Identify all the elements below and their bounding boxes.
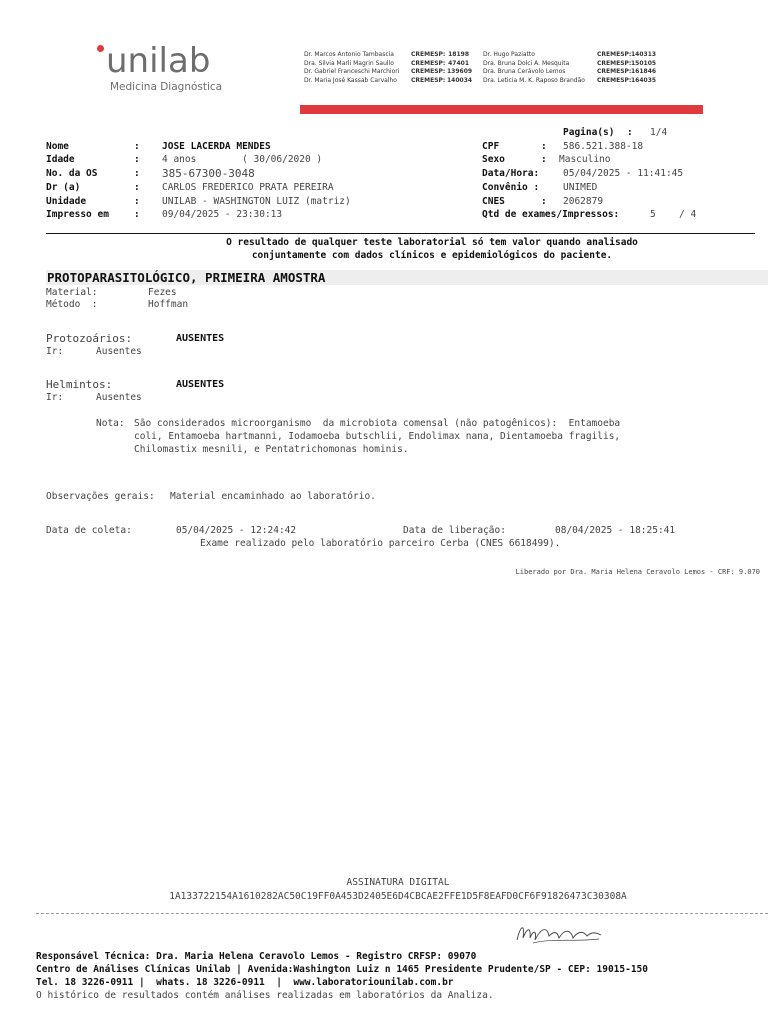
doctor-num: 18198: [448, 51, 469, 58]
nota-line2: coli, Entamoeba hartmanni, Iodamoeba butschlii, Endolimax nana, Dientamoeba fragilis,: [134, 431, 621, 442]
doctor-num: 164035: [631, 76, 657, 84]
doctors-right-regs: [597, 51, 631, 85]
doctor-num: 140034: [447, 76, 473, 84]
printed-at: 09/04/2025 - 23:30:13: [162, 209, 283, 220]
brand-subtitle: Medicina Diagnóstica: [110, 81, 223, 93]
coleta-label: Data de coleta:: [46, 525, 132, 536]
liberacao-value: 08/04/2025 - 18:25:41: [555, 525, 676, 536]
qtd-impressos-value: / 4: [679, 209, 697, 220]
colon: :: [134, 209, 140, 220]
protozoarios-result: AUSENTES: [176, 333, 225, 344]
doctor-reg: CREMESP:: [597, 59, 632, 67]
brand-logo: unilab: [106, 41, 211, 81]
disclaimer-line1: O resultado de qualquer teste laboratorial só tem valor quando analisado: [226, 237, 638, 248]
footer-contact: Tel. 18 3226-0911 | whats. 18 3226-0911 | www.laboratoriounilab.com.br: [36, 977, 454, 988]
doctors-left-names: [304, 51, 399, 85]
colon: :: [134, 168, 140, 179]
header-accent-bar: [300, 105, 703, 114]
handwritten-signature: [513, 918, 605, 948]
liberado-por: Liberado por Dra. Maria Helena Ceravolo Lemos - CRF: 9.070: [515, 568, 760, 576]
footer-responsavel: Responsável Técnica: Dra. Maria Helena Ceravolo Lemos - Registro CRFSP: 09070: [36, 951, 477, 962]
doctor-name: Dr. Marcos Antonio Tambascia: [304, 51, 394, 58]
doctor-reg: CREMESP:: [597, 51, 632, 58]
nota-label: Nota:: [96, 418, 125, 429]
metodo-label: Método :: [46, 299, 98, 310]
data-hora-value: 05/04/2025 - 11:41:45: [563, 168, 684, 179]
doctor-num: 161846: [631, 68, 657, 75]
colon: :: [541, 196, 547, 207]
doctor-num: 139609: [447, 68, 473, 75]
colon: :: [134, 141, 140, 152]
doctor-reg: CREMESP:: [411, 51, 446, 58]
material-value: Fezes: [148, 287, 177, 298]
doctor-num: 150105: [631, 59, 657, 67]
label-unidade: Unidade: [46, 196, 87, 207]
liberacao-label: Data de liberação:: [403, 525, 506, 536]
footer-address: Centro de Análises Clínicas Unilab | Avenida:Washington Luiz n 1465 Presidente Prudente/SP - CEP: 19015-150: [36, 964, 648, 975]
protozoarios-ir-label: Ir:: [46, 346, 64, 357]
doctor-reg: CREMESP:: [597, 68, 632, 75]
metodo-value: Hoffman: [148, 299, 189, 310]
protozoarios-label: Protozoários:: [46, 332, 133, 345]
doctor-requesting: CARLOS FREDERICO PRATA PEREIRA: [162, 182, 334, 193]
label-qtd-exames: Qtd de exames/Impressos:: [482, 209, 620, 220]
doctor-reg: CREMESP:: [411, 68, 446, 75]
label-dr: Dr (a): [46, 182, 81, 193]
observacoes-value: Material encaminhado ao laboratório.: [170, 491, 376, 502]
label-data-hora: Data/Hora:: [482, 168, 540, 179]
colon: :: [541, 154, 547, 165]
cpf-value: 586.521.388-18: [563, 141, 644, 152]
doctor-reg: CREMESP:: [411, 59, 446, 67]
order-number: 385-67300-3048: [162, 167, 255, 180]
doctor-reg: CREMESP:: [411, 76, 446, 84]
label-cnes: CNES: [482, 196, 505, 207]
nota-line3: Chilomastix mesnili, e Pentatrichomonas hominis.: [134, 444, 409, 455]
exam-title: PROTOPARASITOLÓGICO, PRIMEIRA AMOSTRA: [47, 270, 326, 285]
helmintos-result: AUSENTES: [176, 379, 225, 390]
label-idade: Idade: [46, 154, 75, 165]
colon: :: [541, 141, 547, 152]
label-impresso: Impresso em: [46, 209, 109, 220]
doctor-name: Dra. Bruna Cerávolo Lemos: [483, 68, 566, 75]
doctor-name: Dra. Bruna Dolci A. Mesquita: [483, 59, 570, 67]
divider: [46, 233, 755, 234]
page-indicator-value: 1/4: [650, 127, 668, 138]
label-cpf: CPF: [482, 141, 500, 152]
observacoes-label: Observações gerais:: [46, 491, 155, 502]
patient-name: JOSE LACERDA MENDES: [162, 141, 271, 152]
footer-divider: [36, 913, 768, 914]
disclaimer-line2: conjuntamente com dados clínicos e epidemiológicos do paciente.: [251, 250, 613, 261]
signature-hash: 1A133722154A1610282AC50C19FF0A453D2405E6D4CBCAE2FFE1D5F8EAFD0CF6F91826473C30308A: [169, 891, 627, 902]
doctor-num: 47401: [448, 59, 469, 67]
doctors-right-nums: [631, 51, 656, 85]
label-convenio: Convênio :: [482, 182, 540, 193]
doctors-right-names: [483, 51, 585, 85]
sexo-value: Masculino: [559, 154, 611, 165]
signature-title: ASSINATURA DIGITAL: [346, 877, 450, 888]
coleta-value: 05/04/2025 - 12:24:42: [176, 525, 297, 536]
helmintos-ir-label: Ir:: [46, 392, 64, 403]
doctors-left-regs: [411, 51, 445, 85]
cnes-value: 2062879: [563, 196, 604, 207]
convenio-value: UNIMED: [563, 182, 598, 193]
helmintos-ir-value: Ausentes: [96, 392, 142, 403]
label-os: No. da OS: [46, 168, 98, 179]
label-nome: Nome: [46, 141, 69, 152]
doctors-left-nums: [447, 51, 473, 85]
protozoarios-ir-value: Ausentes: [96, 346, 142, 357]
label-sexo: Sexo: [482, 154, 505, 165]
doctor-name: Dr. Gabriel Franceschi Marchiori: [304, 68, 400, 75]
logo-dot: [97, 45, 104, 52]
laboratorio-parceiro: Exame realizado pelo laboratório parceiro Cerba (CNES 6618499).: [200, 538, 561, 549]
doctor-num: 140313: [631, 51, 657, 58]
nota-line1: São considerados microorganismo da microbiota comensal (não patogênicos): Entamoeba: [134, 418, 621, 429]
patient-age: 4 anos ( 30/06/2020 ): [162, 154, 323, 165]
unit-name: UNILAB - WASHINGTON LUIZ (matriz): [162, 196, 351, 207]
doctor-reg: CREMESP:: [597, 76, 632, 84]
colon: :: [134, 196, 140, 207]
page-indicator-sep: :: [627, 127, 633, 138]
doctor-name: Dr. Maria José Kassab Carvalho: [304, 76, 397, 84]
colon: :: [134, 182, 140, 193]
qtd-exames-value: 5: [650, 209, 656, 220]
page-indicator-label: Pagina(s): [563, 127, 615, 138]
doctor-name: Dra. Leticia M. K. Raposo Brandão: [483, 76, 585, 84]
doctor-name: Dr. Hugo Paziatto: [483, 51, 535, 58]
colon: :: [134, 154, 140, 165]
material-label: Material:: [46, 287, 98, 298]
helmintos-label: Helmintos:: [46, 378, 113, 391]
doctor-name: Dra. Silvia Marli Magrin Saullo: [304, 59, 394, 67]
footer-historico: O histórico de resultados contém análises realizadas em laboratórios da Analiza.: [36, 990, 494, 1001]
